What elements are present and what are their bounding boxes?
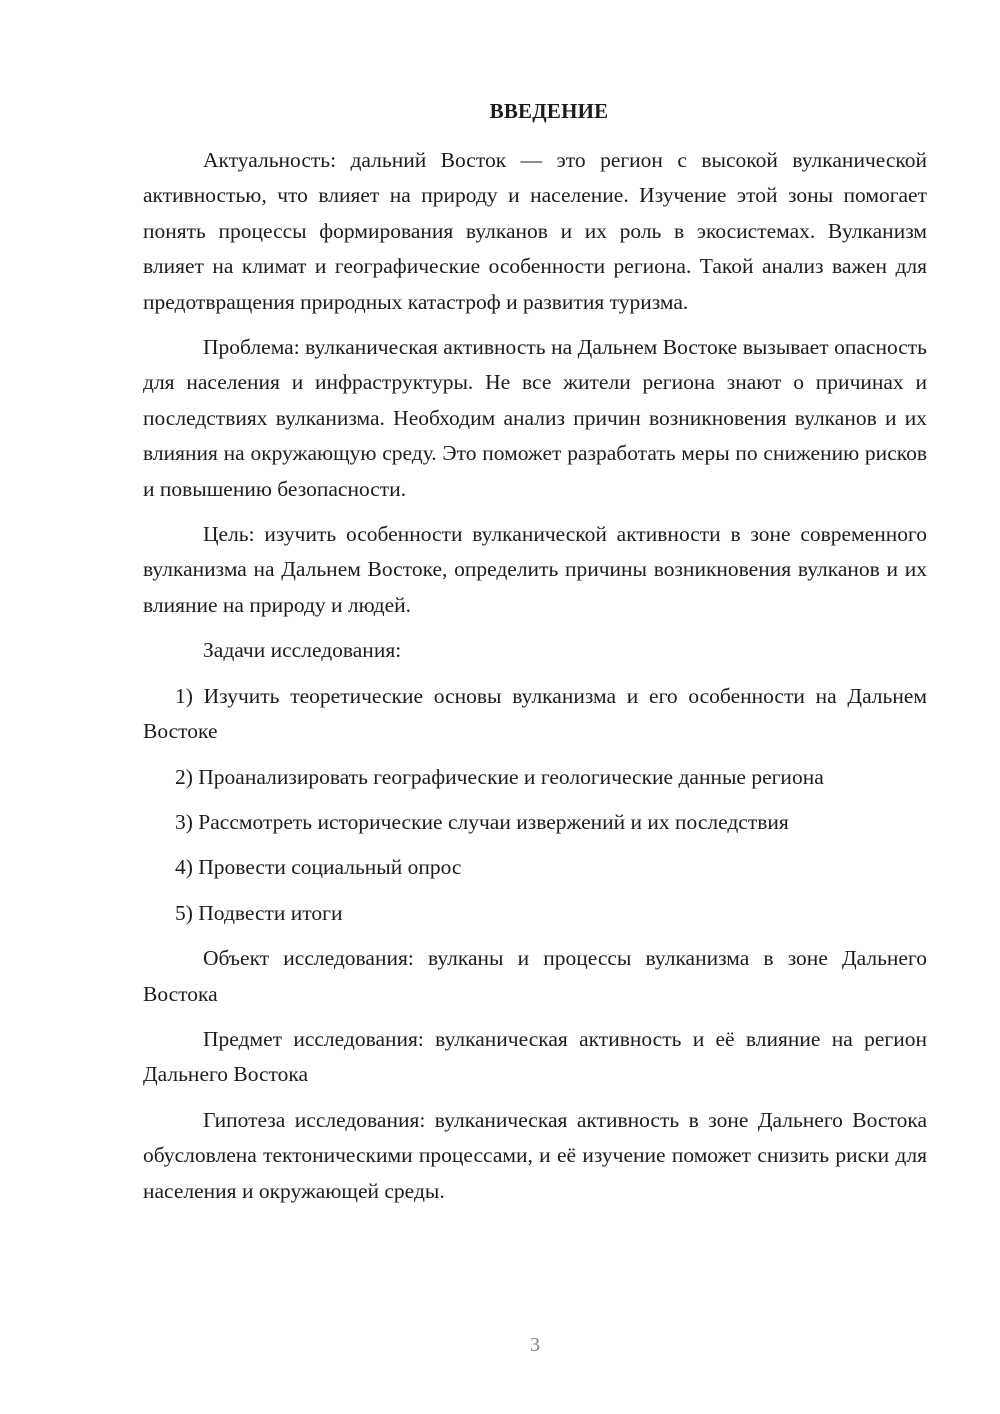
relevance-paragraph: Актуальность: дальний Восток — это регион с высокой вулканической активностью, что влияет на природу и население. Изучение этой зоны помогает понять процессы формирования вулканов и их роль в экосистемах. Вулканизм влияет на климат и географические особенности региона. Такой анализ важен для предотвращения природных катастроф и развития туризма.: [143, 148, 927, 314]
task-item: 1) Изучить теоретические основы вулканизма и его особенности на Дальнем Востоке: [143, 683, 927, 744]
hypothesis-paragraph: Гипотеза исследования: вулканическая активность в зоне Дальнего Востока обусловлена тектоническими процессами, и её изучение поможет снизить риски для населения и окружающей среды.: [143, 1107, 927, 1203]
problem-paragraph: Проблема: вулканическая активность на Дальнем Востоке вызывает опасность для населения и инфраструктуры. Не все жители региона знают о причинах и последствиях вулканизма. Необходим анализ причин возникновения вулканов и их влияния на окружающую среду. Это поможет разработать меры по снижению рисков и повышению безопасности.: [143, 335, 927, 501]
object-paragraph: Объект исследования: вулканы и процессы вулканизма в зоне Дальнего Востока: [143, 946, 927, 1006]
page-number: 3: [530, 1334, 540, 1356]
page-content: [143, 94, 927, 1219]
task-item: 4) Провести социальный опрос: [175, 855, 462, 880]
task-item: 5) Подвести итоги: [175, 900, 343, 925]
subject-paragraph: Предмет исследования: вулканическая активность и её влияние на регион Дальнего Востока: [143, 1026, 927, 1087]
task-item: 2) Проанализировать географические и геологические данные региона: [175, 764, 824, 789]
task-item: 3) Рассмотреть исторические случаи извержений и их последствия: [175, 809, 789, 834]
section-title: ВВЕДЕНИЕ: [489, 99, 609, 123]
tasks-heading: Задачи исследования:: [203, 638, 402, 663]
goal-paragraph: Цель: изучить особенности вулканической активности в зоне современного вулканизма на Дальнем Востоке, определить причины возникновения вулканов и их влияние на природу и людей.: [143, 522, 927, 617]
